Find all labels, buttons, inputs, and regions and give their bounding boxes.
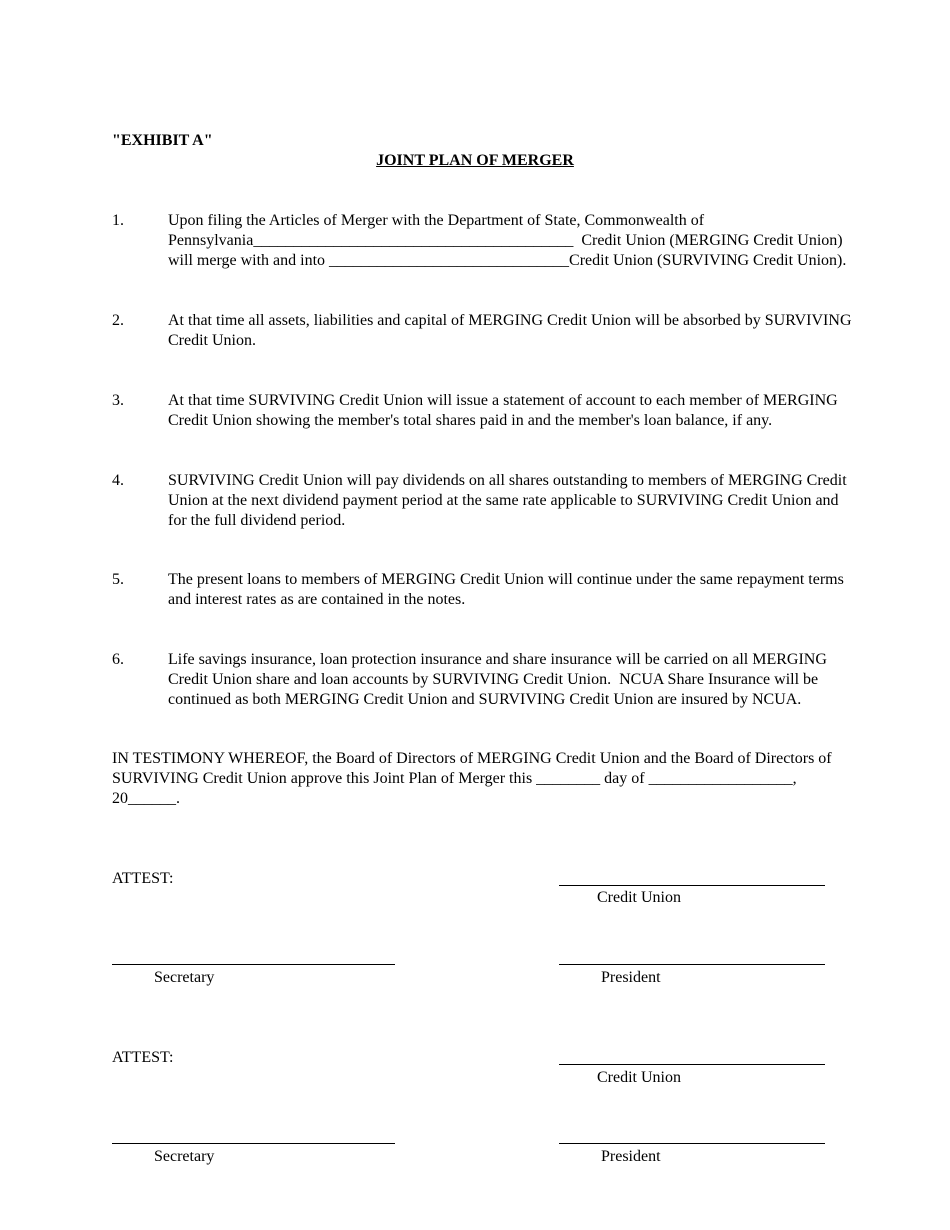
item-line: Union at the next dividend payment period at the same rate applicable to SURVIVING Credit Union and [168, 492, 839, 509]
item-text [168, 471, 898, 531]
credit-union-signature-line [559, 1064, 825, 1065]
item-line: and interest rates as are contained in the notes. [168, 591, 466, 608]
item-line: Credit Union share and loan accounts by SURVIVING Credit Union. NCUA Share Insurance will be [168, 671, 819, 688]
item-line: Credit Union. [168, 332, 256, 349]
item-text [168, 391, 898, 431]
item-line: At that time SURVIVING Credit Union will issue a statement of account to each member of MERGING [168, 392, 838, 409]
secretary-label: Secretary [154, 1148, 215, 1165]
secretary-signature-line [112, 1143, 395, 1144]
item-number: 2. [112, 312, 124, 329]
item-line: Pennsylvania________________________________________ Credit Union (MERGING Credit Union) [168, 232, 843, 249]
secretary-label: Secretary [154, 969, 215, 986]
item-line: SURVIVING Credit Union will pay dividends on all shares outstanding to members of MERGING Credit [168, 472, 847, 489]
testimony-line: SURVIVING Credit Union approve this Joint Plan of Merger this ________ day of __________________, [112, 770, 797, 787]
credit-union-label: Credit Union [597, 1069, 681, 1086]
item-line: Life savings insurance, loan protection insurance and share insurance will be carried on all MERGING [168, 651, 827, 668]
testimony-paragraph [112, 749, 902, 809]
secretary-signature-line [112, 964, 395, 965]
attest-label: ATTEST: [112, 870, 174, 887]
president-signature-line [559, 964, 825, 965]
item-number: 6. [112, 651, 124, 668]
item-line: will merge with and into ______________________________Credit Union (SURVIVING Credit Union). [168, 252, 847, 269]
attest-label: ATTEST: [112, 1049, 174, 1066]
testimony-line: 20______. [112, 790, 180, 807]
exhibit-label: "EXHIBIT A" [112, 132, 213, 149]
item-text [168, 311, 898, 351]
testimony-line: IN TESTIMONY WHEREOF, the Board of Directors of MERGING Credit Union and the Board of Directors of [112, 750, 832, 767]
president-label: President [601, 1148, 661, 1165]
item-number: 3. [112, 392, 124, 409]
item-number: 4. [112, 472, 124, 489]
document-title: JOINT PLAN OF MERGER [376, 152, 574, 169]
president-signature-line [559, 1143, 825, 1144]
credit-union-label: Credit Union [597, 889, 681, 906]
president-label: President [601, 969, 661, 986]
item-text [168, 650, 898, 710]
credit-union-signature-line [559, 885, 825, 886]
item-text [168, 570, 898, 610]
item-number: 1. [112, 212, 124, 229]
item-number: 5. [112, 571, 124, 588]
item-line: The present loans to members of MERGING Credit Union will continue under the same repayment terms [168, 571, 844, 588]
item-line: Credit Union showing the member's total shares paid in and the member's loan balance, if any. [168, 412, 773, 429]
item-line: for the full dividend period. [168, 512, 346, 529]
item-text [168, 211, 898, 271]
item-line: Upon filing the Articles of Merger with the Department of State, Commonwealth of [168, 212, 705, 229]
item-line: continued as both MERGING Credit Union and SURVIVING Credit Union are insured by NCUA. [168, 691, 802, 708]
item-line: At that time all assets, liabilities and capital of MERGING Credit Union will be absorbed by SURVIVING [168, 312, 852, 329]
